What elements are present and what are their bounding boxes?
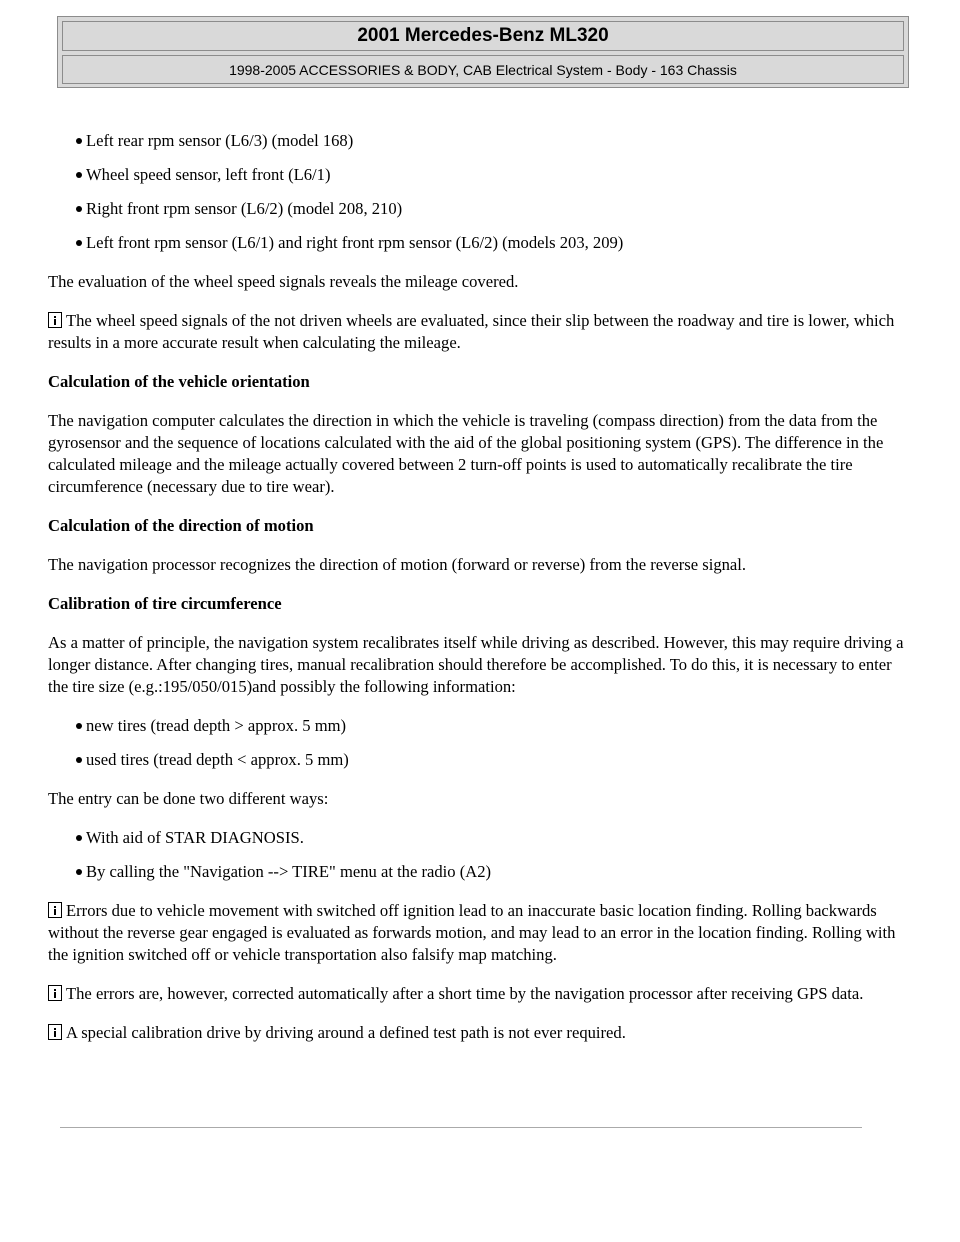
list-item: Wheel speed sensor, left front (L6/1) <box>86 164 908 186</box>
note-text: The errors are, however, corrected automatically after a short time by the navigation processor after receiving GPS data. <box>66 984 864 1003</box>
paragraph-orientation: The navigation computer calculates the direction in which the vehicle is traveling (compass direction) from the data from the gyrosensor and the sequence of locations calculated with the aid of the global positioning system (GPS). The difference in the calculated mileage and the mileage actually covered between 2 turn-off points is used to automatically recalibrate the tire circumference (necessary due to tire wear). <box>48 411 884 496</box>
note-paragraph <box>48 900 908 966</box>
section-heading: Calibration of tire circumference <box>48 594 282 613</box>
list-item: new tires (tread depth > approx. 5 mm) <box>86 715 908 737</box>
document-body <box>48 130 908 1061</box>
document-header <box>57 16 909 88</box>
sensor-list <box>48 130 908 254</box>
tire-list <box>48 715 908 771</box>
note-text: Errors due to vehicle movement with switched off ignition lead to an inaccurate basic location finding. Rolling backwards without the reverse gear engaged is evaluated as forwards motion, and may lead to an error in the location finding. Rolling with the ignition switched off or vehicle transportation also falsify map matching. <box>48 901 896 964</box>
list-item: With aid of STAR DIAGNOSIS. <box>86 827 908 849</box>
footer-rule <box>60 1127 862 1128</box>
list-item: By calling the "Navigation --> TIRE" menu at the radio (A2) <box>86 861 908 883</box>
paragraph-motion: The navigation processor recognizes the direction of motion (forward or reverse) from the reverse signal. <box>48 555 747 574</box>
note-icon <box>48 1024 62 1040</box>
paragraph-calibration: As a matter of principle, the navigation system recalibrates itself while driving as described. However, this may require driving a longer distance. After changing tires, manual recalibration should therefore be accomplished. To do this, it is necessary to enter the tire size (e.g.:195/050/015)and possibly the following information: <box>48 633 904 696</box>
document-title: 2001 Mercedes-Benz ML320 <box>62 21 904 51</box>
list-item: used tires (tread depth < approx. 5 mm) <box>86 749 908 771</box>
section-heading: Calculation of the direction of motion <box>48 516 314 535</box>
note-text: The wheel speed signals of the not driven wheels are evaluated, since their slip between the roadway and tire is lower, which results in a more accurate result when calculating the mileage. <box>48 311 895 352</box>
note-paragraph <box>48 983 908 1005</box>
paragraph-evaluation: The evaluation of the wheel speed signals reveals the mileage covered. <box>48 272 519 291</box>
note-paragraph <box>48 1022 908 1044</box>
list-item: Left front rpm sensor (L6/1) and right front rpm sensor (L6/2) (models 203, 209) <box>86 232 908 254</box>
note-icon <box>48 985 62 1001</box>
paragraph-entry: The entry can be done two different ways: <box>48 789 329 808</box>
note-paragraph <box>48 310 908 354</box>
section-heading: Calculation of the vehicle orientation <box>48 372 310 391</box>
document-subtitle: 1998-2005 ACCESSORIES & BODY, CAB Electrical System - Body - 163 Chassis <box>62 55 904 84</box>
note-icon <box>48 902 62 918</box>
list-item: Right front rpm sensor (L6/2) (model 208, 210) <box>86 198 908 220</box>
entry-list <box>48 827 908 883</box>
note-text: A special calibration drive by driving around a defined test path is not ever required. <box>66 1023 626 1042</box>
list-item: Left rear rpm sensor (L6/3) (model 168) <box>86 130 908 152</box>
note-icon <box>48 312 62 328</box>
